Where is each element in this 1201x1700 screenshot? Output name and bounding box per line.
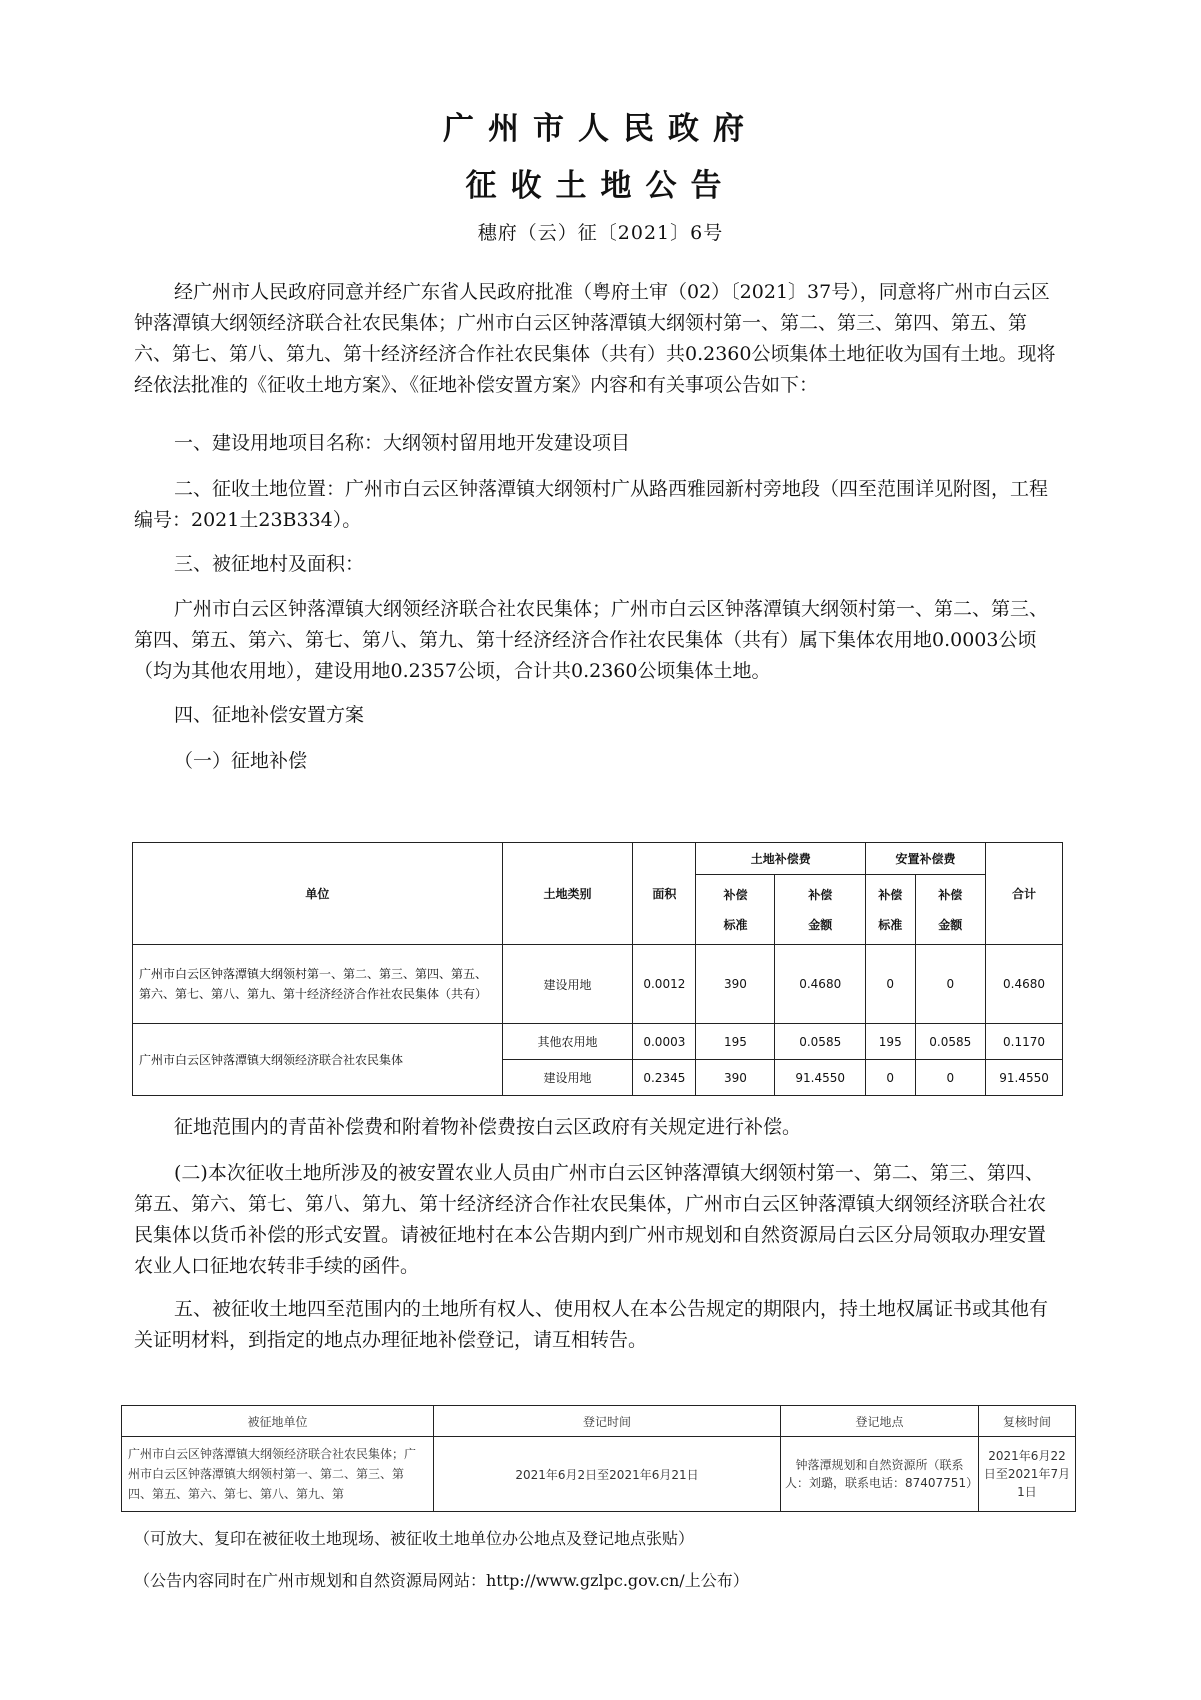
item-1-project-name: 一、建设用地项目名称：大纲领村留用地开发建设项目 xyxy=(174,432,631,454)
header-registration-time: 登记时间 xyxy=(434,1406,781,1437)
table-row xyxy=(122,1437,1076,1512)
cell-review-time: 2021年6月22日至2021年7月1日 xyxy=(979,1437,1076,1512)
cell-total: 0.1170 xyxy=(986,1024,1063,1060)
cell-area: 0.0012 xyxy=(633,945,696,1024)
cell-land-type: 建设用地 xyxy=(502,945,633,1024)
title-line2: 征收土地公告 xyxy=(465,168,736,204)
footer-note-posting: （可放大、复印在被征收土地现场、被征收土地单位办公地点及登记地点张贴） xyxy=(134,1529,695,1548)
header-res-std: 补偿 标准 xyxy=(866,875,916,945)
cell-land-amt: 0.0585 xyxy=(775,1024,866,1060)
item-5: 五、被征收土地四至范围内的土地所有权人、使用权人在本公告规定的期限内，持土地权属证书或其他有关证明材料，到指定的地点办理征地补偿登记，请互相转告。 xyxy=(134,1298,1049,1351)
header-res-amt: 补偿 金额 xyxy=(915,875,986,945)
item-4-sub2: (二)本次征收土地所涉及的被安置农业人员由广州市白云区钟落潭镇大纲领村第一、第二、第三、第四、第五、第六、第七、第八、第九、第十经济经济合作社农民集体，广州市白云区钟落潭镇大纲领经济联合社农民集体以货币补偿的形式安置。请被征地村在本公告期内到广州市规划和自然资源局白云区分局领取办理安置农业人口征地农转非手续的函件。 xyxy=(134,1162,1047,1277)
header-total: 合计 xyxy=(986,843,1063,945)
cell-total: 91.4550 xyxy=(986,1060,1063,1096)
cell-registration-time: 2021年6月2日至2021年6月21日 xyxy=(434,1437,781,1512)
item-4-sub1-heading: （一）征地补偿 xyxy=(174,750,308,772)
cell-land-amt: 0.4680 xyxy=(775,945,866,1024)
intro-paragraph: 经广州市人民政府同意并经广东省人民政府批准（粤府土审（02）〔2021〕37号），同意将广州市白云区钟落潭镇大纲领经济联合社农民集体；广州市白云区钟落潭镇大纲领村第一、第二、第三、第四、第五、第六、第七、第八、第九、第十经济经济合作社农民集体（共有）共0.2360公顷集体土地征收为国有土地。现将经依法批准的《征收土地方案》、《征地补偿安置方案》内容和有关事项公告如下： xyxy=(134,281,1056,396)
header-unit: 单位 xyxy=(133,843,503,945)
header-land-type: 土地类别 xyxy=(502,843,633,945)
after-table-note: 征地范围内的青苗补偿费和附着物补偿费按白云区政府有关规定进行补偿。 xyxy=(174,1116,802,1138)
cell-res-amt: 0 xyxy=(915,1060,986,1096)
cell-land-type: 其他农用地 xyxy=(502,1024,633,1060)
cell-area: 0.0003 xyxy=(633,1024,696,1060)
item-2-land-location: 二、征收土地位置：广州市白云区钟落潭镇大纲领村广从路西雅园新村旁地段（四至范围详见附图，工程编号：2021土23B334）。 xyxy=(134,478,1049,531)
header-land-amt: 补偿 金额 xyxy=(775,875,866,945)
document-number: 穗府（云）征〔2021〕6号 xyxy=(477,222,724,244)
header-land-std: 补偿 标准 xyxy=(696,875,775,945)
item-4-heading: 四、征地补偿安置方案 xyxy=(174,704,365,726)
header-expropriated-unit: 被征地单位 xyxy=(122,1406,434,1437)
cell-res-amt: 0.0585 xyxy=(915,1024,986,1060)
table-row xyxy=(133,1024,1063,1060)
cell-res-std: 0 xyxy=(866,945,916,1024)
cell-unit: 广州市白云区钟落潭镇大纲领村第一、第二、第三、第四、第五、第六、第七、第八、第九、第十经济经济合作社农民集体（共有） xyxy=(133,945,503,1024)
cell-unit: 广州市白云区钟落潭镇大纲领经济联合社农民集体 xyxy=(133,1024,503,1096)
table-row xyxy=(133,945,1063,1024)
item-3-detail: 广州市白云区钟落潭镇大纲领经济联合社农民集体；广州市白云区钟落潭镇大纲领村第一、第二、第三、第四、第五、第六、第七、第八、第九、第十经济经济合作社农民集体（共有）属下集体农用地0.0003公顷（均为其他农用地），建设用地0.2357公顷，合计共0.2360公顷集体土地。 xyxy=(134,598,1049,682)
header-review-time: 复核时间 xyxy=(979,1406,1076,1437)
cell-expropriated-unit: 广州市白云区钟落潭镇大纲领经济联合社农民集体；广州市白云区钟落潭镇大纲领村第一、第二、第三、第四、第五、第六、第七、第八、第九、第 xyxy=(122,1437,434,1512)
cell-land-std: 390 xyxy=(696,1060,775,1096)
registration-table xyxy=(121,1405,1076,1512)
cell-registration-place: 钟落潭规划和自然资源所（联系人：刘璐，联系电话：87407751） xyxy=(781,1437,979,1512)
cell-res-amt: 0 xyxy=(915,945,986,1024)
compensation-table xyxy=(132,842,1063,1096)
cell-total: 0.4680 xyxy=(986,945,1063,1024)
header-area: 面积 xyxy=(633,843,696,945)
cell-res-std: 0 xyxy=(866,1060,916,1096)
cell-land-std: 195 xyxy=(696,1024,775,1060)
cell-res-std: 195 xyxy=(866,1024,916,1060)
footer-note-website: （公告内容同时在广州市规划和自然资源局网站：http://www.gzlpc.gov.cn/上公布） xyxy=(134,1571,749,1590)
cell-land-std: 390 xyxy=(696,945,775,1024)
cell-area: 0.2345 xyxy=(633,1060,696,1096)
cell-land-type: 建设用地 xyxy=(502,1060,633,1096)
header-land-compensation: 土地补偿费 xyxy=(696,843,866,875)
header-registration-place: 登记地点 xyxy=(781,1406,979,1437)
title-line1: 广州市人民政府 xyxy=(443,111,758,147)
header-resettlement-compensation: 安置补偿费 xyxy=(866,843,986,875)
cell-land-amt: 91.4550 xyxy=(775,1060,866,1096)
item-3-heading: 三、被征地村及面积： xyxy=(174,553,365,575)
